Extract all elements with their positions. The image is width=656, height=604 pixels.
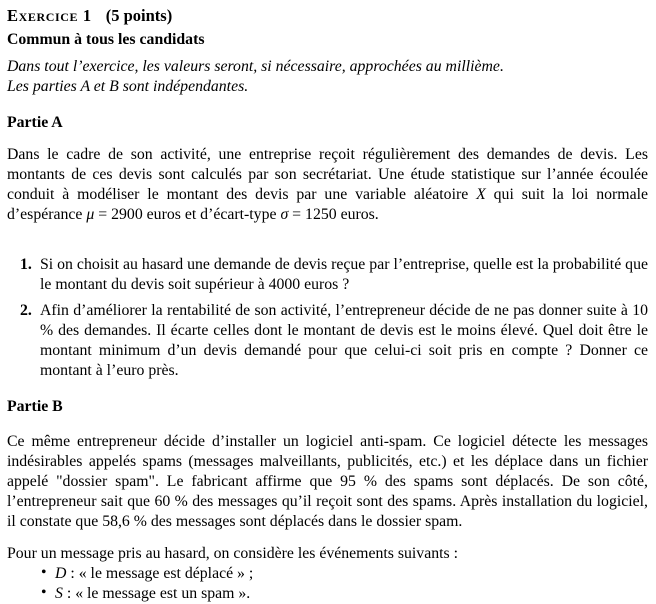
bullet-icon: • (41, 564, 47, 581)
exercise-points: (5 points) (105, 6, 173, 25)
part-a-heading: Partie A (7, 114, 63, 131)
exercise-title: Exercice 1 (7, 6, 92, 25)
events-intro-line: Pour un message pris au hasard, on considère les événements suivants : (7, 545, 458, 562)
event-list (7, 564, 648, 604)
text-segment: = 1250 euros. (288, 206, 379, 223)
bullet-icon: • (41, 584, 47, 601)
text-segment: = 2900 euros et d’écart-type (94, 206, 281, 223)
part-a-intro-paragraph (7, 145, 648, 225)
text-segment: Dans le cadre de son activité, une entreprise reçoit régulièrement des demandes de devis. Les montants de ces devis sont calculés par son secrétariat. Une étude statistique sur l’année écoulée conduit à modéliser le montant des devis par une variable aléatoire (7, 146, 648, 203)
event-item-d (7, 564, 648, 584)
event-symbol-d: D (55, 565, 67, 582)
math-var-mu: μ (86, 206, 95, 223)
question-item-2 (7, 301, 648, 381)
event-description: : « le message est un spam ». (62, 585, 251, 602)
text-segment: qui suit la loi normale d’espérance (7, 186, 648, 223)
part-b-heading: Partie B (7, 398, 63, 415)
exercise-header (7, 5, 648, 26)
preamble-line-2: Les parties A et B sont indépendantes. (7, 78, 249, 95)
preamble-line-1: Dans tout l’exercice, les valeurs seront, si nécessaire, approchées au millième. (7, 58, 504, 75)
question-number: 2. (20, 302, 32, 319)
question-number: 1. (20, 256, 32, 273)
event-item-s (7, 584, 648, 604)
event-description: : « le message est déplacé » ; (66, 565, 254, 582)
math-var-x: X (476, 186, 486, 203)
question-text: Si on choisit au hasard une demande de devis reçue par l’entreprise, quelle est la probabilité que le montant du devis soit supérieur à 4000 euros ? (40, 256, 648, 293)
math-var-sigma: σ (280, 206, 289, 223)
question-item-1 (7, 255, 648, 295)
preamble (7, 57, 648, 97)
exercise-subtitle: Commun à tous les candidats (7, 31, 205, 48)
question-text: Afin d’améliorer la rentabilité de son activité, l’entrepreneur décide de ne pas donner suite à 10 % des demandes. Il écarte celles dont le montant de devis est le moins élevé. Quel doit être le montant minimum d’un devis demandé pour que celui-ci soit pris en compte ? Donner ce montant à l’euro près. (40, 302, 648, 379)
question-list (7, 255, 648, 381)
event-symbol-s: S (55, 585, 63, 602)
part-b-intro-paragraph: Ce même entrepreneur décide d’installer un logiciel anti-spam. Ce logiciel détecte les messages indésirables appelés spams (messages malveillants, publicités, etc.) et les déplace dans un fichier appelé "dossier spam". Le fabricant affirme que 95 % des spams sont déplacés. De son côté, l’entrepreneur sait que 60 % des messages qu’il reçoit sont des spams. Après installation du logiciel, il constate que 58,6 % des messages sont déplacés dans le dossier spam. (7, 433, 648, 530)
